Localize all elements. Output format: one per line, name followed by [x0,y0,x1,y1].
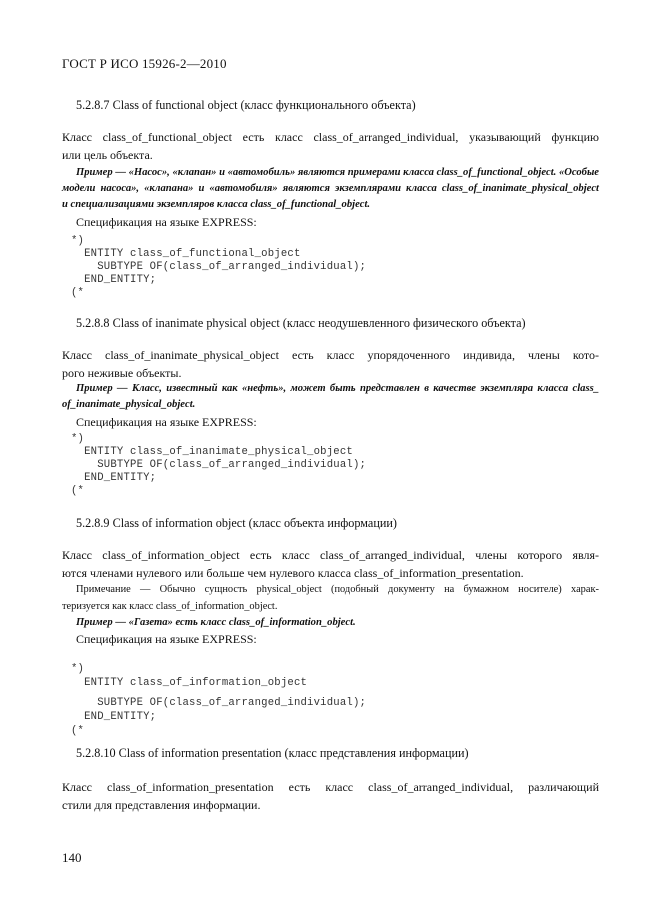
example-line: и специализациями экземпляров класса class_of_functional_object. [62,199,371,210]
note-line: Примечание — Обычно сущность physical_object (подобный документу на бумажном носителе) харак- [76,584,599,595]
code-line: SUBTYPE OF(class_of_arranged_individual); [71,459,367,471]
spec-label: Спецификация на языке EXPRESS: [76,415,257,429]
paragraph-line: Класс class_of_functional_object есть класс class_of_arranged_individual, указывающий функцию [62,130,599,144]
code-line: *) [71,433,85,445]
code-line: ENTITY class_of_functional_object [71,248,301,260]
paragraph-line: ются членами нулевого или больше чем нулевого класса class_of_information_presentation. [62,566,524,580]
paragraph-line: Класс class_of_inanimate_physical_object есть класс упорядоченного индивида, члены кото- [62,348,599,362]
example-line: Пример — «Газета» есть класс class_of_information_object. [76,617,356,628]
section-heading: 5.2.8.10 Class of information presentation (класс представления информации) [76,746,469,760]
code-line: (* [71,485,85,497]
code-line: *) [71,663,85,675]
example-line: Пример — Класс, известный как «нефть», может быть представлен в качестве экземпляра класса class_ [76,383,599,394]
code-line: *) [71,235,85,247]
spec-label: Спецификация на языке EXPRESS: [76,215,257,229]
code-line: SUBTYPE OF(class_of_arranged_individual); [71,697,367,709]
code-line: (* [71,725,85,737]
paragraph-line: Класс class_of_information_presentation есть класс class_of_arranged_individual, различающий [62,780,599,794]
section-heading: 5.2.8.7 Class of functional object (класс функционального объекта) [76,98,416,112]
example-line: Пример — «Насос», «клапан» и «автомобиль» являются примерами класса class_of_functional_object. «Особые [76,167,600,178]
example-line: модели насоса», «клапана» и «автомобиля» являются экземплярами класса class_of_inanimate_physical_object [62,183,599,194]
document-header: ГОСТ Р ИСО 15926-2—2010 [62,56,227,71]
paragraph-line: или цель объекта. [62,148,153,162]
code-line: ENTITY class_of_information_object [71,677,308,689]
spec-label: Спецификация на языке EXPRESS: [76,632,257,646]
paragraph-line: рого неживые объекты. [62,366,182,380]
code-line: END_ENTITY; [71,711,157,723]
page-number: 140 [62,850,82,865]
section-heading: 5.2.8.9 Class of information object (класс объекта информации) [76,516,397,530]
example-line: of_inanimate_physical_object. [62,399,196,410]
code-line: (* [71,287,85,299]
note-line: теризуется как класс class_of_information_object. [62,601,278,612]
paragraph-line: Класс class_of_information_object есть класс class_of_arranged_individual, члены которого явля- [62,548,599,562]
code-line: SUBTYPE OF(class_of_arranged_individual); [71,261,367,273]
paragraph-line: стили для представления информации. [62,798,261,812]
section-heading: 5.2.8.8 Class of inanimate physical object (класс неодушевленного физического объекта) [76,316,526,330]
code-line: END_ENTITY; [71,274,157,286]
code-line: ENTITY class_of_inanimate_physical_object [71,446,353,458]
code-line: END_ENTITY; [71,472,157,484]
